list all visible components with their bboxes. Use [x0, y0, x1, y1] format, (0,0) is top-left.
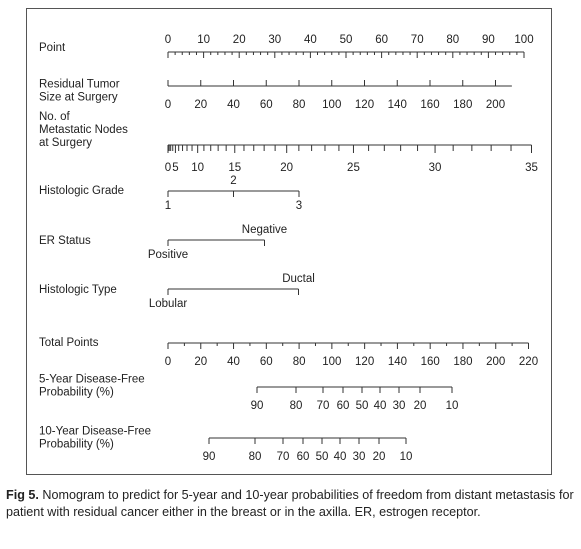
p10-tick-label: 70	[276, 451, 290, 463]
er-tick-label: Positive	[147, 249, 189, 261]
point-tick-label: 80	[446, 34, 460, 46]
p10-axis-label: Probability (%)	[39, 438, 114, 451]
point-tick-label: 40	[304, 34, 317, 46]
point-tick-label: 70	[410, 34, 424, 46]
size-tick-label: 0	[164, 99, 172, 111]
total-tick-label: 80	[292, 356, 306, 368]
size-tick-label: 40	[227, 99, 240, 111]
total-tick-label: 40	[227, 356, 240, 368]
p10-axis-label: 10-Year Disease-Free	[39, 425, 152, 438]
figure-caption-text: Nomogram to predict for 5-year and 10-year probabilities of freedom from distant metastasis for patient with residual cancer either in the breast or in the axilla. ER, estrogen receptor.	[6, 488, 574, 519]
grade-tick-label: 1	[164, 200, 172, 212]
total-tick-label: 20	[194, 356, 208, 368]
p5-tick-label: 80	[289, 400, 303, 412]
p5-tick-label: 90	[250, 400, 264, 412]
size-tick-label: 120	[354, 99, 375, 111]
point-tick-label: 50	[339, 34, 353, 46]
total-tick-label: 140	[387, 356, 408, 368]
nodes-tick-label: 35	[525, 162, 538, 174]
p5-tick-label: 10	[445, 400, 459, 412]
total-tick-label: 200	[486, 356, 506, 368]
total-tick-label: 0	[164, 356, 172, 368]
size-tick-label: 200	[485, 99, 506, 111]
total-tick-label: 120	[355, 356, 375, 368]
point-tick-label: 10	[197, 34, 210, 46]
total-tick-label: 100	[322, 356, 342, 368]
p5-tick-label: 40	[373, 400, 387, 412]
point-tick-label: 90	[482, 34, 495, 46]
size-tick-label: 20	[194, 99, 208, 111]
nomogram-chart	[27, 9, 553, 476]
total-tick-label: 160	[420, 356, 440, 368]
p10-tick-label: 30	[352, 451, 366, 463]
figure-label: Fig 5.	[6, 488, 39, 502]
p10-tick-label: 20	[372, 451, 386, 463]
type-tick-label: Lobular	[148, 298, 188, 310]
nodes-tick-label: 10	[191, 162, 205, 174]
size-tick-label: 140	[387, 99, 407, 111]
grade-tick-label: 2	[230, 175, 237, 187]
total-axis-label: Total Points	[39, 337, 99, 349]
p5-axis-label: 5-Year Disease-Free	[39, 373, 145, 386]
p10-tick-label: 80	[248, 451, 262, 463]
nomogram-frame	[26, 8, 552, 475]
grade-tick-label: 3	[295, 200, 303, 212]
size-tick-label: 100	[322, 99, 342, 111]
p5-tick-label: 50	[355, 400, 369, 412]
p5-tick-label: 20	[413, 400, 427, 412]
p10-tick-label: 60	[296, 451, 310, 463]
point-tick-label: 60	[375, 34, 388, 46]
p5-tick-label: 70	[316, 400, 330, 412]
nodes-tick-label: 0	[164, 162, 172, 174]
size-tick-label: 80	[292, 99, 306, 111]
total-tick-label: 60	[259, 356, 273, 368]
size-tick-label: 60	[259, 99, 273, 111]
nodes-tick-label: 25	[347, 162, 360, 174]
size-tick-label: 180	[453, 99, 473, 111]
total-tick-label: 180	[453, 356, 473, 368]
er-axis-label: ER Status	[39, 235, 91, 247]
p5-tick-label: 30	[392, 400, 406, 412]
p10-tick-label: 50	[315, 451, 329, 463]
grade-axis-label: Histologic Grade	[39, 185, 125, 197]
total-tick-label: 220	[518, 356, 539, 368]
figure-caption	[6, 487, 578, 520]
type-tick-label: Ductal	[282, 273, 315, 285]
p10-tick-label: 90	[202, 451, 216, 463]
point-axis-label: Point	[39, 42, 66, 54]
point-tick-label: 20	[232, 34, 246, 46]
p10-tick-label: 40	[333, 451, 347, 463]
point-tick-label: 0	[164, 34, 172, 46]
size-axis-label: Size at Surgery	[39, 91, 118, 104]
point-tick-label: 100	[514, 34, 534, 46]
size-axis-label: Residual Tumor	[39, 78, 120, 91]
p10-tick-label: 10	[399, 451, 413, 463]
size-tick-label: 160	[420, 99, 440, 111]
nodes-tick-label: 20	[280, 162, 294, 174]
p5-tick-label: 60	[336, 400, 350, 412]
point-tick-label: 30	[268, 34, 282, 46]
nodes-tick-label: 15	[228, 162, 242, 174]
nodes-axis-label: Metastatic Nodes	[39, 124, 128, 136]
type-axis-label: Histologic Type	[39, 284, 117, 296]
nodes-tick-label: 5	[172, 162, 179, 174]
nodes-axis-label: No. of	[39, 111, 70, 123]
p5-axis-label: Probability (%)	[39, 386, 114, 399]
er-tick-label: Negative	[241, 224, 288, 236]
nodes-axis-label: at Surgery	[39, 137, 93, 149]
nodes-tick-label: 30	[428, 162, 442, 174]
